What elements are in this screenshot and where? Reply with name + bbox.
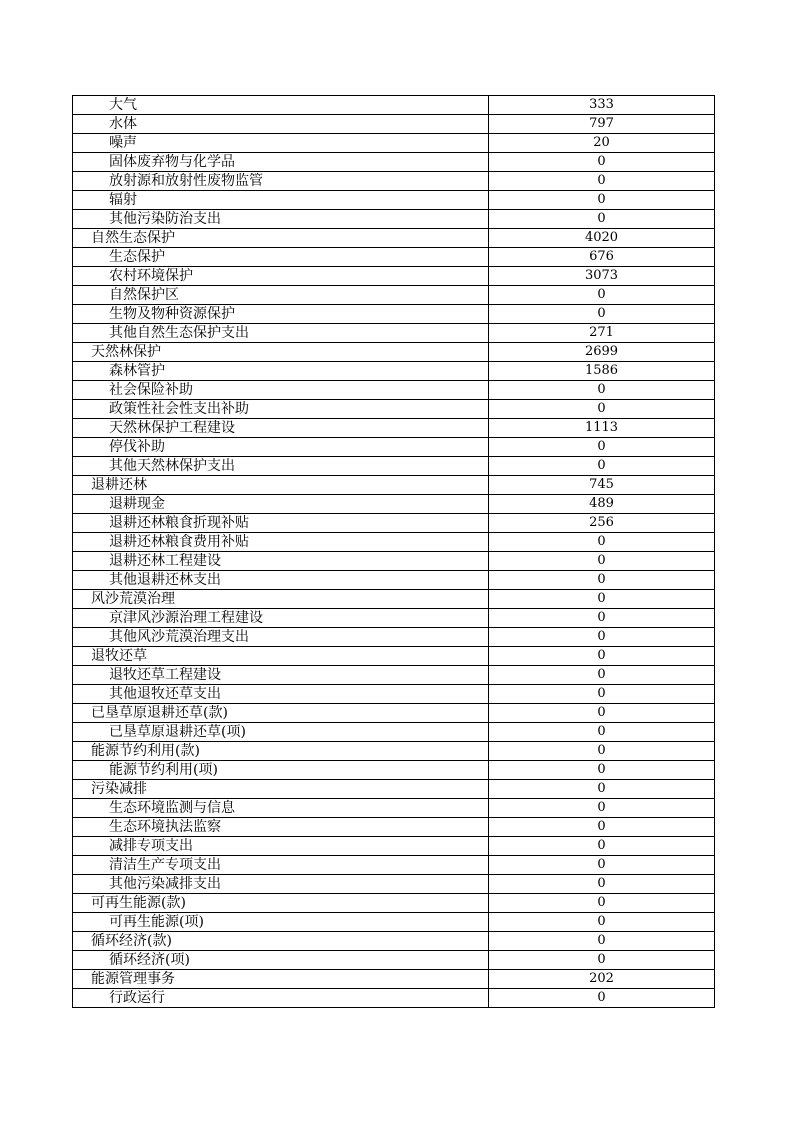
item-name: 污染减排: [73, 780, 489, 799]
item-value: 333: [489, 96, 715, 115]
budget-table-container: [72, 95, 714, 1008]
item-value: 676: [489, 248, 715, 267]
item-name: 生态环境执法监察: [73, 818, 489, 837]
item-value: 0: [489, 153, 715, 172]
item-name: 其他污染防治支出: [73, 210, 489, 229]
table-row: [73, 96, 715, 115]
item-name: 循环经济(款): [73, 932, 489, 951]
item-value: 0: [489, 457, 715, 476]
item-name: 减排专项支出: [73, 837, 489, 856]
table-row: [73, 704, 715, 723]
item-name: 京津风沙源治理工程建设: [73, 609, 489, 628]
item-value: 0: [489, 666, 715, 685]
item-name: 辐射: [73, 191, 489, 210]
item-value: 1113: [489, 419, 715, 438]
item-value: 0: [489, 894, 715, 913]
table-row: [73, 647, 715, 666]
item-name: 清洁生产专项支出: [73, 856, 489, 875]
table-row: [73, 723, 715, 742]
item-name: 生态环境监测与信息: [73, 799, 489, 818]
item-value: 0: [489, 951, 715, 970]
table-row: [73, 438, 715, 457]
item-value: 0: [489, 647, 715, 666]
table-row: [73, 780, 715, 799]
item-value: 0: [489, 818, 715, 837]
item-name: 能源节约利用(项): [73, 761, 489, 780]
table-row: [73, 856, 715, 875]
table-row: [73, 305, 715, 324]
table-row: [73, 894, 715, 913]
table-row: [73, 134, 715, 153]
item-name: 自然生态保护: [73, 229, 489, 248]
table-row: [73, 381, 715, 400]
item-value: 0: [489, 286, 715, 305]
item-value: 0: [489, 590, 715, 609]
budget-table: [72, 95, 715, 1008]
item-name: 退牧还草: [73, 647, 489, 666]
table-row: [73, 666, 715, 685]
item-value: 0: [489, 628, 715, 647]
item-name: 行政运行: [73, 989, 489, 1008]
item-value: 0: [489, 875, 715, 894]
table-row: [73, 229, 715, 248]
item-name: 大气: [73, 96, 489, 115]
item-value: 797: [489, 115, 715, 134]
item-name: 其他自然生态保护支出: [73, 324, 489, 343]
table-row: [73, 153, 715, 172]
item-name: 生物及物种资源保护: [73, 305, 489, 324]
table-row: [73, 476, 715, 495]
item-name: 森林管护: [73, 362, 489, 381]
item-name: 政策性社会性支出补助: [73, 400, 489, 419]
item-name: 固体废弃物与化学品: [73, 153, 489, 172]
item-value: 1586: [489, 362, 715, 381]
item-value: 20: [489, 134, 715, 153]
table-row: [73, 324, 715, 343]
item-value: 0: [489, 799, 715, 818]
item-name: 退耕还林工程建设: [73, 552, 489, 571]
item-name: 自然保护区: [73, 286, 489, 305]
item-name: 退耕现金: [73, 495, 489, 514]
item-name: 可再生能源(款): [73, 894, 489, 913]
item-name: 能源节约利用(款): [73, 742, 489, 761]
budget-table-body: [73, 96, 715, 1008]
item-value: 0: [489, 913, 715, 932]
table-row: [73, 115, 715, 134]
item-name: 其他风沙荒漠治理支出: [73, 628, 489, 647]
item-name: 循环经济(项): [73, 951, 489, 970]
item-value: 0: [489, 210, 715, 229]
table-row: [73, 951, 715, 970]
item-value: 0: [489, 305, 715, 324]
table-row: [73, 571, 715, 590]
table-row: [73, 818, 715, 837]
table-row: [73, 761, 715, 780]
item-value: 0: [489, 780, 715, 799]
item-name: 退牧还草工程建设: [73, 666, 489, 685]
item-name: 停伐补助: [73, 438, 489, 457]
table-row: [73, 837, 715, 856]
table-row: [73, 191, 715, 210]
item-name: 生态保护: [73, 248, 489, 267]
table-row: [73, 267, 715, 286]
item-value: 0: [489, 704, 715, 723]
item-value: 256: [489, 514, 715, 533]
item-value: 0: [489, 609, 715, 628]
item-value: 3073: [489, 267, 715, 286]
table-row: [73, 400, 715, 419]
table-row: [73, 685, 715, 704]
item-name: 农村环境保护: [73, 267, 489, 286]
item-value: 0: [489, 571, 715, 590]
table-row: [73, 210, 715, 229]
table-row: [73, 970, 715, 989]
table-row: [73, 932, 715, 951]
item-name: 其他污染减排支出: [73, 875, 489, 894]
table-row: [73, 172, 715, 191]
item-value: 0: [489, 172, 715, 191]
item-name: 其他退耕还林支出: [73, 571, 489, 590]
item-value: 0: [489, 989, 715, 1008]
item-name: 已垦草原退耕还草(款): [73, 704, 489, 723]
table-row: [73, 628, 715, 647]
item-value: 0: [489, 381, 715, 400]
item-name: 社会保险补助: [73, 381, 489, 400]
table-row: [73, 742, 715, 761]
item-value: 745: [489, 476, 715, 495]
table-row: [73, 609, 715, 628]
table-row: [73, 514, 715, 533]
table-row: [73, 913, 715, 932]
item-value: 0: [489, 400, 715, 419]
table-row: [73, 457, 715, 476]
table-row: [73, 875, 715, 894]
item-value: 0: [489, 685, 715, 704]
item-name: 天然林保护: [73, 343, 489, 362]
item-value: 202: [489, 970, 715, 989]
table-row: [73, 552, 715, 571]
item-value: 0: [489, 837, 715, 856]
item-name: 退耕还林粮食费用补贴: [73, 533, 489, 552]
item-value: 4020: [489, 229, 715, 248]
item-name: 天然林保护工程建设: [73, 419, 489, 438]
item-value: 271: [489, 324, 715, 343]
item-value: 0: [489, 438, 715, 457]
item-name: 其他退牧还草支出: [73, 685, 489, 704]
item-value: 0: [489, 742, 715, 761]
item-value: 0: [489, 723, 715, 742]
item-value: 2699: [489, 343, 715, 362]
item-name: 水体: [73, 115, 489, 134]
item-value: 0: [489, 552, 715, 571]
table-row: [73, 419, 715, 438]
item-name: 噪声: [73, 134, 489, 153]
item-name: 放射源和放射性废物监管: [73, 172, 489, 191]
item-name: 退耕还林: [73, 476, 489, 495]
item-name: 可再生能源(项): [73, 913, 489, 932]
item-name: 已垦草原退耕还草(项): [73, 723, 489, 742]
table-row: [73, 248, 715, 267]
item-name: 其他天然林保护支出: [73, 457, 489, 476]
item-value: 0: [489, 856, 715, 875]
item-value: 0: [489, 533, 715, 552]
table-row: [73, 533, 715, 552]
item-value: 0: [489, 932, 715, 951]
table-row: [73, 495, 715, 514]
item-name: 退耕还林粮食折现补贴: [73, 514, 489, 533]
table-row: [73, 989, 715, 1008]
item-value: 489: [489, 495, 715, 514]
table-row: [73, 799, 715, 818]
table-row: [73, 362, 715, 381]
table-row: [73, 590, 715, 609]
item-name: 风沙荒漠治理: [73, 590, 489, 609]
item-name: 能源管理事务: [73, 970, 489, 989]
item-value: 0: [489, 761, 715, 780]
table-row: [73, 286, 715, 305]
item-value: 0: [489, 191, 715, 210]
table-row: [73, 343, 715, 362]
